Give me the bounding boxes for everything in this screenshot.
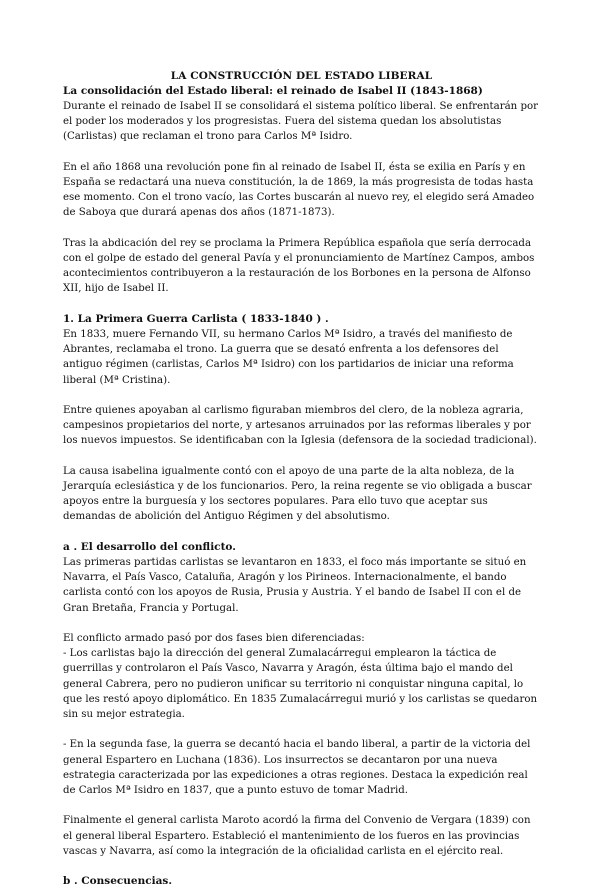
section-1-paragraph-1: En 1833, muere Fernando VII, su hermano Carlos Mª Isidro, a través del manifiesto de Abrantes, reclamaba el trono. La guerra que se desató enfrenta a los defensores del antiguo régimen (carlistas, Carlos Mª Isidro) con los partidarios de iniciar una reforma liberal (Mª Cristina). [63, 329, 514, 386]
section-b-heading: b . Consecuencias. [63, 875, 172, 888]
section-1-paragraph-2: Entre quienes apoyaban al carlismo figuraban miembros del clero, de la nobleza agraria, campesinos propietarios del norte, y artesanos arruinados por las reformas liberales y por los nuevos impuestos. Se identificaban con la Iglesia (defensora de la sociedad tradicional). [63, 405, 537, 447]
section-a-phase-1: - Los carlistas bajo la dirección del general Zumalacárregui emplearon la táctica de guerrillas y controlaron el País Vasco, Navarra y Aragón, ésta última bajo el mando del general Cabrera, pero no pudieron unificar su territorio ni conquistar ninguna capital, lo que les restó apoyo diplomático. En 1835 Zumalacárregui murió y los carlistas se quedaron sin su mejor estrategia. [63, 648, 538, 721]
intro-paragraph-1: Durante el reinado de Isabel II se consolidará el sistema político liberal. Se enfrentarán por el poder los moderados y los progresistas. Fuera del sistema quedan los absolutistas (Carlistas) que reclaman el trono para Carlos Mª Isidro. [63, 101, 538, 143]
section-a-heading: a . El desarrollo del conflicto. [63, 540, 236, 553]
section-a-paragraph-1: Las primeras partidas carlistas se levantaron en 1833, el foco más importante se situó en Navarra, el País Vasco, Cataluña, Aragón y los Pirineos. Internacionalmente, el bando carlista contó con los apoyos de Rusia, Prusia y Austria. Y el bando de Isabel II con el de Gran Bretaña, Francia y Portugal. [63, 557, 527, 614]
document-title: LA CONSTRUCCIÓN DEL ESTADO LIBERAL [170, 70, 433, 82]
section-1-paragraph-3: La causa isabelina igualmente contó con el apoyo de una parte de la alta nobleza, de la Jerarquía eclesiástica y de los funcionarios. Pero, la reina regente se vio obligada a buscar apoyos entre la burguesía y los sectores populares. Para ello tuvo que aceptar sus demandas de abolición del Antiguo Régimen y del absolutismo. [63, 465, 532, 523]
document-subtitle: La consolidación del Estado liberal: el reinado de Isabel II (1843-1868) [63, 85, 483, 97]
section-a-paragraph-4: Finalmente el general carlista Maroto acordó la firma del Convenio de Vergara (1839) con el general liberal Espartero. Estableció el mantenimiento de los fueros en las provincias vascas y Navarra, así como la integración de la oficialidad carlista en el ejército real. [63, 815, 531, 857]
intro-paragraph-3: Tras la abdicación del rey se proclama la Primera República española que sería derrocada con el golpe de estado del general Pavía y el pronunciamiento de Martínez Campos, ambos acontecimientos contribuyeron a la restauración de los Borbones en la persona de Alfonso XII, hijo de Isabel II. [63, 237, 535, 295]
intro-paragraph-2: En el año 1868 una revolución pone fin al reinado de Isabel II, ésta se exilia en París y en España se redactará una nueva constitución, la de 1869, la más progresista de todas hasta ese momento. Con el trono vacío, las Cortes buscarán al nuevo rey, el elegido será Amadeo de Saboya que durará apenas dos años (1871-1873). [63, 161, 535, 219]
section-1-heading: 1. La Primera Guerra Carlista ( 1833-1840 ) . [63, 312, 329, 325]
section-a-phases-intro: El conflicto armado pasó por dos fases bien diferenciadas: [63, 633, 365, 644]
section-a-phase-2: - En la segunda fase, la guerra se decantó hacia el bando liberal, a partir de la victoria del general Espartero en Luchana (1836). Los insurrectos se decantaron por una nueva estrategia caracterizada por las expediciones a otras regiones. Destaca la expedición real de Carlos Mª Isidro en 1837, que a punto estuvo de tomar Madrid. [63, 739, 531, 797]
